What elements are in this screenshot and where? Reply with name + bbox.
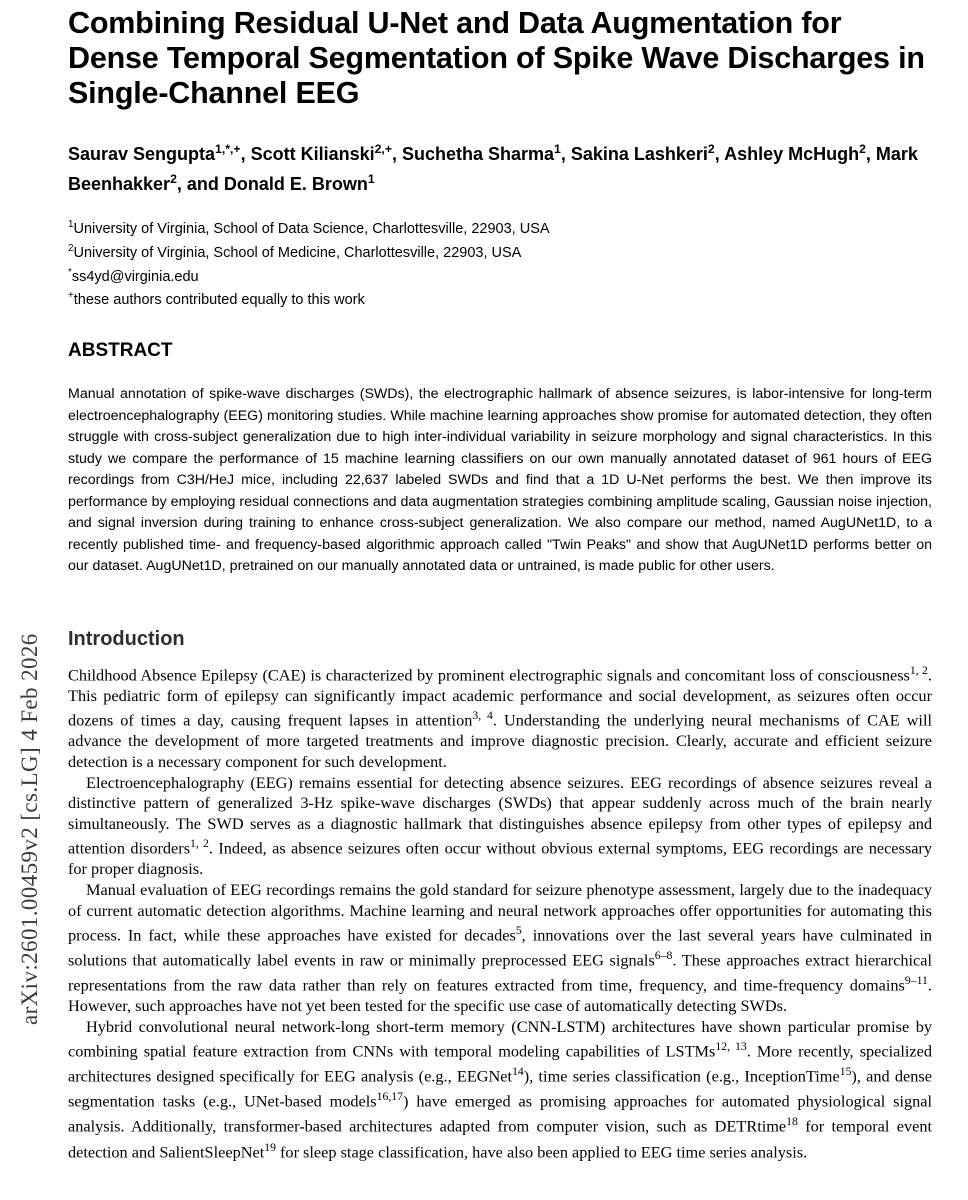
paragraph: Childhood Absence Epilepsy (CAE) is characterized by prominent electrographic signals and concomitant loss of consciousness$^{1, 2}$. This pediatric form of epilepsy can significantly impact academic performance and social development, as seizures often occur dozens of times a day, causing frequent lapses in attention$^{3, 4}$. Understanding the underlying neural mechanisms of CAE will advance the development of more targeted treatments and improve diagnostic precision. Clearly, accurate and efficient seizure detection is a necessary component for such development. bbox=[68, 663, 933, 772]
introduction-body bbox=[68, 661, 932, 1163]
affiliation-block bbox=[68, 215, 932, 310]
abstract-text: Manual annotation of spike-wave discharges (SWDs), the electrographic hallmark of absence seizures, is labor-intensive for long-term electroencephalography (EEG) monitoring studies. While machine learning approaches show promise for automated detection, they often struggle with cross-subject generalization due to high inter-individual variability in seizure morphology and signal characteristics. In this study we compare the performance of 15 machine learning classifiers on our own manually annotated dataset of 961 hours of EEG recordings from C3H/HeJ mice, including 22,637 labeled SWDs and find that a 1D U-Net performs the best. We then improve its performance by employing residual connections and data augmentation strategies combining amplitude scaling, Gaussian noise injection, and signal inversion during training to enhance cross-subject generalization. We also compare our method, named AugUNet1D, to a recently published time- and frequency-based algorithmic approach called "Twin Peaks" and show that AugUNet1D performs better on our dataset. AugUNet1D, pretrained on our manually annotated data or untrained, is made public for other users. bbox=[68, 386, 932, 575]
arxiv-stamp-text: arXiv:2601.00459v2 [cs.LG] 4 Feb 2026 bbox=[17, 633, 42, 1025]
paper-page bbox=[58, 0, 968, 1200]
paragraph: Hybrid convolutional neural network-long short-term memory (CNN-LSTM) architectures have shown particular promise by combining spatial feature extraction from CNNs with temporal modeling capabilities of LSTMs$^{12, 13}$. More recently, specialized architectures designed specifically for EEG analysis (e.g., EEGNet$^{14}$), time series classification (e.g., InceptionTime$^{15}$), and dense segmentation tasks (e.g., UNet-based models$^{16,17}$) have emerged as promising approaches for automated physiological signal analysis. Additionally, transformer-based architectures adapted from computer vision, such as DETRtime$^{18}$ for temporal event detection and SalientSleepNet$^{19}$ for sleep stage classification, have also been applied to EEG time series analysis. bbox=[68, 1016, 933, 1161]
arxiv-stamp bbox=[0, 0, 58, 1200]
affiliation-item: *ss4yd@virginia.edu bbox=[68, 266, 199, 285]
page-title: Combining Residual U-Net and Data Augmentation for Dense Temporal Segmentation of Spike Wave Discharges in Single-Channel EEG bbox=[68, 6, 925, 110]
abstract-heading: ABSTRACT bbox=[68, 340, 173, 362]
paragraph: Electroencephalography (EEG) remains essential for detecting absence seizures. EEG recordings of absence seizures reveal a distinctive pattern of generalized 3-Hz spike-wave discharges (SWDs) that appear suddenly across much of the brain nearly simultaneously. The SWD serves as a diagnostic hallmark that distinguishes absence epilepsy from other types of epilepsy and attention disorders$^{1, 2}$. Indeed, as absence seizures often occur without obvious external symptoms, EEG recordings are necessary for proper diagnosis. bbox=[68, 772, 932, 879]
paragraph: Manual evaluation of EEG recordings remains the gold standard for seizure phenotype assessment, largely due to the inadequacy of current automatic detection algorithms. Machine learning and neural network approaches offer opportunities for automating this process. In fact, while these approaches have existed for decades$^5$, innovations over the last several years have culminated in solutions that automatically label events in raw or minimally preprocessed EEG signals$^{6-8}$. These approaches extract hierarchical representations from the raw data rather than rely on features extracted from time, frequency, and time-frequency domains$^{9-11}$. However, such approaches have not yet been tested for the specific use case of automatically detecting SWDs. bbox=[68, 880, 932, 1016]
author-list: Saurav Sengupta$^{1,*,+}$, Scott Kilianski$^{2,+}$, Suchetha Sharma$^1$, Sakina Lashkeri$^2$, Ashley McHugh$^2$, Mark Beenhakker$^2$, and Donald E. Brown$^1$ bbox=[68, 142, 918, 194]
affiliation-item: $^1$University of Virginia, School of Data Science, Charlottesville, 22903, USA bbox=[68, 219, 550, 237]
affiliation-item: $^2$University of Virginia, School of Medicine, Charlottesville, 22903, USA bbox=[68, 242, 522, 261]
affiliation-item: +these authors contributed equally to this work bbox=[68, 290, 365, 309]
section-heading-introduction: Introduction bbox=[68, 627, 185, 650]
